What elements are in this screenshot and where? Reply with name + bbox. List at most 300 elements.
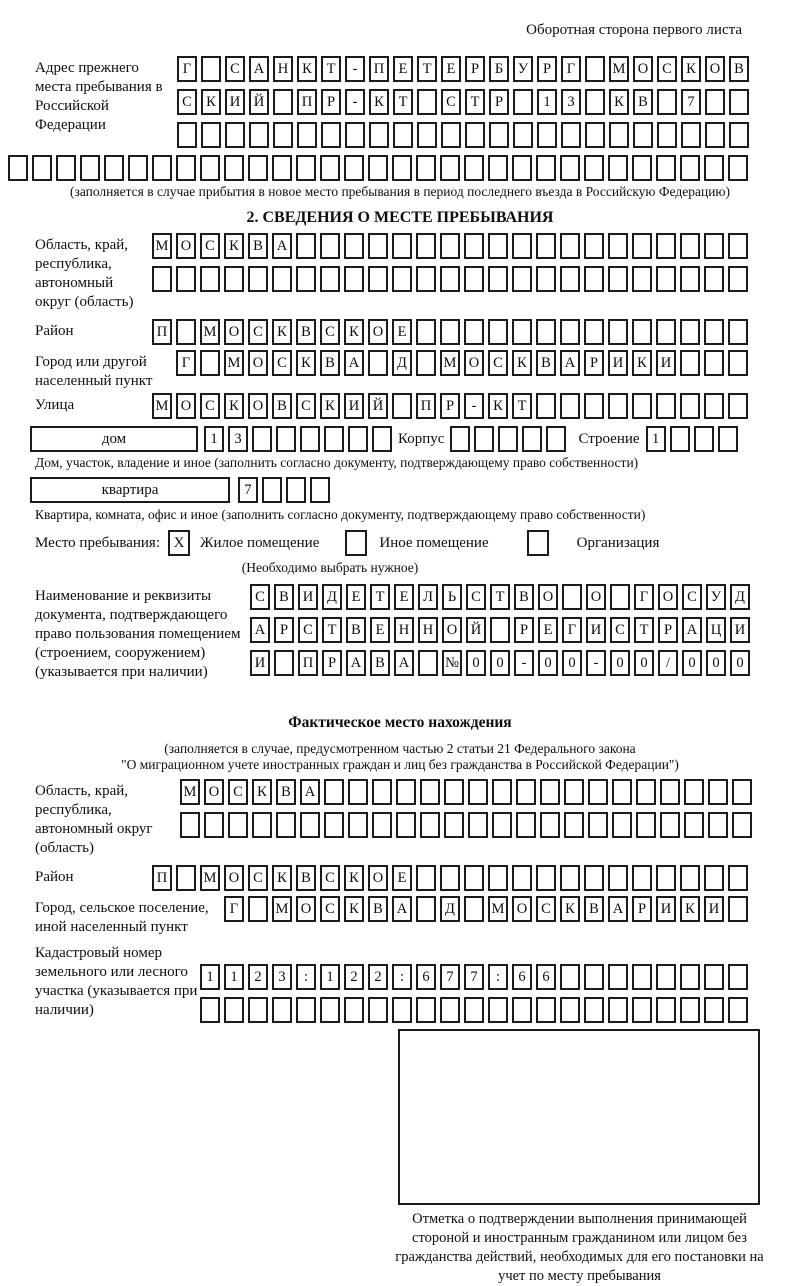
char-box (464, 233, 484, 259)
char-box (276, 812, 296, 838)
char-box (416, 350, 436, 376)
char-box (560, 266, 580, 292)
char-box: Д (322, 584, 342, 610)
char-box: 2 (248, 964, 268, 990)
char-box: С (298, 617, 318, 643)
char-box (128, 155, 148, 181)
char-box (320, 155, 340, 181)
char-box: П (298, 650, 318, 676)
char-box (636, 779, 656, 805)
char-box (490, 617, 510, 643)
char-box: Е (346, 584, 366, 610)
char-box (348, 812, 368, 838)
char-box: Г (561, 56, 581, 82)
char-box (180, 812, 200, 838)
fact-oblast-row-1[interactable] (180, 779, 756, 805)
char-box (632, 319, 652, 345)
char-box (656, 266, 676, 292)
dom-block (30, 426, 800, 452)
char-box (420, 812, 440, 838)
char-box: О (368, 865, 388, 891)
stay-block (35, 530, 800, 556)
fact-gorod-row[interactable] (224, 896, 752, 922)
char-box: М (200, 865, 220, 891)
char-box: Р (514, 617, 534, 643)
char-box (176, 319, 196, 345)
gorod-label: Город или другой населенный пункт (35, 354, 153, 389)
char-box: Г (224, 896, 244, 922)
char-box: Р (321, 89, 341, 115)
char-box (300, 426, 320, 452)
stamp-caption: Отметка о подтверждении выполнения принимающей стороной и иностранным гражданином или лицом без гражданства действий, необходимых для его постановки на учет по месту пребывания (395, 1211, 764, 1284)
char-box (262, 477, 282, 503)
char-box (680, 964, 700, 990)
cadastre-box-column (200, 964, 752, 1023)
char-box (588, 812, 608, 838)
char-box (393, 122, 413, 148)
oblast-row-1[interactable] (152, 233, 752, 259)
char-box (584, 997, 604, 1023)
char-box: Й (368, 393, 388, 419)
char-box (584, 155, 604, 181)
char-box: С (320, 319, 340, 345)
char-box (609, 122, 629, 148)
char-box: В (633, 89, 653, 115)
char-box: 0 (730, 650, 750, 676)
kvartira-block (30, 477, 800, 503)
oblast-block (35, 233, 800, 312)
char-box (392, 997, 412, 1023)
char-box (368, 233, 388, 259)
char-box: 7 (238, 477, 258, 503)
char-box (32, 155, 52, 181)
prev-address-row-1[interactable] (177, 56, 753, 82)
char-box (608, 266, 628, 292)
char-box: Е (392, 865, 412, 891)
char-box: 2 (368, 964, 388, 990)
gorod-row[interactable] (176, 350, 752, 376)
char-box: 0 (490, 650, 510, 676)
char-box (708, 779, 728, 805)
char-box: С (177, 89, 197, 115)
char-box (680, 997, 700, 1023)
document-block (35, 584, 800, 682)
char-box (656, 319, 676, 345)
char-box: Г (176, 350, 196, 376)
char-box (104, 155, 124, 181)
char-box (392, 155, 412, 181)
char-box (440, 266, 460, 292)
cadastre-row-1[interactable] (200, 964, 752, 990)
char-box (418, 650, 438, 676)
char-box (728, 350, 748, 376)
oblast-row-2[interactable] (152, 266, 752, 292)
char-box (344, 266, 364, 292)
char-box: С (296, 393, 316, 419)
char-box: С (488, 350, 508, 376)
char-box (228, 812, 248, 838)
char-box: А (392, 896, 412, 922)
char-box: Д (730, 584, 750, 610)
char-box (612, 812, 632, 838)
char-box (464, 896, 484, 922)
char-box: К (296, 350, 316, 376)
char-box (561, 122, 581, 148)
char-box: Р (440, 393, 460, 419)
char-box: О (248, 393, 268, 419)
fact-raion-row[interactable] (152, 865, 752, 891)
char-box: - (464, 393, 484, 419)
char-box: П (416, 393, 436, 419)
oblast-box-column (152, 233, 752, 292)
char-box: Р (658, 617, 678, 643)
char-box: К (344, 896, 364, 922)
char-box (416, 319, 436, 345)
char-box: С (248, 865, 268, 891)
char-box (584, 233, 604, 259)
char-box (464, 266, 484, 292)
char-box: № (442, 650, 462, 676)
char-box (420, 779, 440, 805)
char-box (297, 122, 317, 148)
char-box: Е (394, 584, 414, 610)
char-box (632, 997, 652, 1023)
char-box (440, 997, 460, 1023)
char-box: К (512, 350, 532, 376)
char-box (608, 155, 628, 181)
char-box: Е (393, 56, 413, 82)
char-box (512, 865, 532, 891)
char-box (416, 896, 436, 922)
char-box: И (656, 896, 676, 922)
char-box (417, 122, 437, 148)
char-box (344, 997, 364, 1023)
char-box (704, 350, 724, 376)
char-box: К (609, 89, 629, 115)
char-box (680, 266, 700, 292)
char-box: Й (466, 617, 486, 643)
char-box (513, 89, 533, 115)
char-box (612, 779, 632, 805)
char-box: Г (634, 584, 654, 610)
kvartira-row[interactable] (238, 477, 334, 503)
fact-title: Фактическое место нахождения (288, 714, 512, 731)
char-box (656, 964, 676, 990)
char-box (560, 319, 580, 345)
char-box: О (538, 584, 558, 610)
char-box (372, 779, 392, 805)
char-box (273, 122, 293, 148)
char-box (440, 319, 460, 345)
char-box: О (658, 584, 678, 610)
char-box: В (296, 865, 316, 891)
char-box (274, 650, 294, 676)
char-box (465, 122, 485, 148)
char-box: У (513, 56, 533, 82)
stroenie-label: Строение (578, 430, 640, 447)
char-box: А (272, 233, 292, 259)
char-box (656, 155, 676, 181)
char-box: В (346, 617, 366, 643)
char-box: 1 (204, 426, 224, 452)
char-box (704, 233, 724, 259)
char-box (416, 865, 436, 891)
char-box (670, 426, 690, 452)
char-box (680, 350, 700, 376)
char-box (704, 393, 724, 419)
kvartira-field: квартира (30, 477, 230, 503)
char-box (450, 426, 470, 452)
raion-row[interactable] (152, 319, 752, 345)
char-box (584, 266, 604, 292)
char-box (680, 155, 700, 181)
document-row-2[interactable] (250, 617, 754, 643)
char-box: Н (418, 617, 438, 643)
char-box (728, 393, 748, 419)
char-box (464, 319, 484, 345)
char-box: О (464, 350, 484, 376)
char-box: О (204, 779, 224, 805)
char-box: С (250, 584, 270, 610)
char-box (324, 426, 344, 452)
char-box (708, 812, 728, 838)
char-box: Е (538, 617, 558, 643)
document-row-1[interactable] (250, 584, 754, 610)
char-box (536, 997, 556, 1023)
char-box (584, 964, 604, 990)
char-box (248, 155, 268, 181)
char-box (728, 865, 748, 891)
char-box: 2 (344, 964, 364, 990)
char-box (296, 233, 316, 259)
char-box (632, 393, 652, 419)
korpus-row[interactable] (450, 426, 570, 452)
char-box (248, 997, 268, 1023)
gorod-block (35, 350, 800, 391)
char-box: С (466, 584, 486, 610)
char-box (512, 266, 532, 292)
char-box: Т (465, 89, 485, 115)
char-box (488, 155, 508, 181)
char-box (324, 779, 344, 805)
char-box (632, 964, 652, 990)
char-box: Т (322, 617, 342, 643)
char-box (656, 233, 676, 259)
prev-address-note: (заполняется в случае прибытия в новое место пребывания в период последнего въезда в Российскую Федерацию) (69, 184, 731, 199)
char-box (392, 233, 412, 259)
char-box (728, 155, 748, 181)
prev-address-box-column (177, 56, 753, 148)
char-box (324, 812, 344, 838)
char-box (660, 812, 680, 838)
checkbox-organizatsiya[interactable] (527, 530, 549, 556)
char-box: Т (417, 56, 437, 82)
char-box: 3 (561, 89, 581, 115)
char-box (320, 266, 340, 292)
char-box: И (608, 350, 628, 376)
char-box: С (272, 350, 292, 376)
char-box (248, 896, 268, 922)
char-box (562, 584, 582, 610)
char-box (660, 779, 680, 805)
char-box (345, 122, 365, 148)
char-box: О (705, 56, 725, 82)
document-row-3[interactable] (250, 650, 754, 676)
prev-address-row-4[interactable] (8, 155, 800, 181)
char-box: В (729, 56, 749, 82)
char-box: К (224, 393, 244, 419)
char-box (176, 155, 196, 181)
char-box (224, 266, 244, 292)
prev-address-block (35, 56, 800, 148)
prev-address-label: Адрес прежнего места пребывания в Российской Федерации (35, 60, 163, 133)
char-box (416, 155, 436, 181)
char-box (608, 964, 628, 990)
char-box (417, 89, 437, 115)
char-box (474, 426, 494, 452)
char-box (732, 779, 752, 805)
option-organizatsiya-label: Организация (576, 534, 660, 551)
char-box: С (228, 779, 248, 805)
char-box (588, 779, 608, 805)
char-box: : (296, 964, 316, 990)
char-box (286, 477, 306, 503)
char-box: К (680, 896, 700, 922)
char-box: Н (273, 56, 293, 82)
char-box (200, 997, 220, 1023)
char-box (564, 779, 584, 805)
stay-note: (Необходимо выбрать нужное) (241, 560, 419, 575)
char-box: Р (274, 617, 294, 643)
char-box (201, 56, 221, 82)
char-box: 1 (320, 964, 340, 990)
char-box: А (682, 617, 702, 643)
char-box (488, 319, 508, 345)
char-box (608, 393, 628, 419)
char-box: О (586, 584, 606, 610)
checkbox-inoe[interactable] (345, 530, 367, 556)
char-box: Ц (706, 617, 726, 643)
char-box (728, 266, 748, 292)
char-box (488, 865, 508, 891)
char-box: М (272, 896, 292, 922)
char-box (684, 812, 704, 838)
char-box (608, 233, 628, 259)
prev-address-row-3[interactable] (177, 122, 753, 148)
char-box: М (180, 779, 200, 805)
char-box: Р (489, 89, 509, 115)
char-box: М (440, 350, 460, 376)
char-box (633, 122, 653, 148)
cadastre-row-2[interactable] (200, 997, 752, 1023)
char-box (273, 89, 293, 115)
char-box (444, 812, 464, 838)
char-box: О (512, 896, 532, 922)
char-box (272, 266, 292, 292)
char-box (177, 122, 197, 148)
char-box (680, 319, 700, 345)
ulitsa-block (35, 393, 800, 419)
char-box: С (441, 89, 461, 115)
char-box (564, 812, 584, 838)
char-box (536, 865, 556, 891)
stamp-area (398, 1029, 760, 1205)
char-box (204, 812, 224, 838)
char-box: О (248, 350, 268, 376)
char-box (540, 812, 560, 838)
char-box (368, 350, 388, 376)
char-box: Р (465, 56, 485, 82)
oblast-label: Область, край, республика, автономный округ (область) (35, 237, 134, 310)
char-box: О (296, 896, 316, 922)
char-box: А (346, 650, 366, 676)
char-box (80, 155, 100, 181)
char-box (252, 812, 272, 838)
document-label: Наименование и реквизиты документа, подтверждающего право пользования помещением (строением, сооружением) (указывается при наличии) (35, 588, 241, 680)
char-box: К (201, 89, 221, 115)
char-box (441, 122, 461, 148)
char-box (396, 779, 416, 805)
char-box (684, 779, 704, 805)
char-box: Е (370, 617, 390, 643)
char-box: А (300, 779, 320, 805)
char-box (522, 426, 542, 452)
stroenie-row[interactable] (646, 426, 742, 452)
char-box (310, 477, 330, 503)
char-box: Р (632, 896, 652, 922)
char-box (656, 865, 676, 891)
char-box: В (584, 896, 604, 922)
char-box: Н (394, 617, 414, 643)
char-box (680, 233, 700, 259)
char-box (368, 155, 388, 181)
char-box: М (609, 56, 629, 82)
char-box (536, 393, 556, 419)
char-box (176, 266, 196, 292)
char-box: - (514, 650, 534, 676)
cadastre-block (35, 941, 800, 1023)
char-box: Д (440, 896, 460, 922)
char-box (536, 266, 556, 292)
char-box (585, 122, 605, 148)
char-box: К (297, 56, 317, 82)
fact-raion-label: Район (35, 869, 74, 885)
char-box: И (730, 617, 750, 643)
char-box: 1 (200, 964, 220, 990)
char-box (704, 964, 724, 990)
char-box (729, 89, 749, 115)
prev-address-row-2[interactable] (177, 89, 753, 115)
char-box (440, 155, 460, 181)
char-box (728, 896, 748, 922)
checkbox-zhiloe[interactable]: X (168, 530, 190, 556)
dom-row[interactable] (204, 426, 396, 452)
char-box: К (272, 865, 292, 891)
char-box: С (536, 896, 556, 922)
ulitsa-row[interactable] (152, 393, 752, 419)
char-box: 0 (562, 650, 582, 676)
char-box (468, 812, 488, 838)
fact-oblast-row-2[interactable] (180, 812, 756, 838)
char-box (440, 233, 460, 259)
char-box: Т (490, 584, 510, 610)
char-box (344, 233, 364, 259)
char-box (632, 865, 652, 891)
char-box: О (224, 865, 244, 891)
char-box: П (369, 56, 389, 82)
fact-oblast-box-column (180, 779, 756, 838)
char-box (560, 155, 580, 181)
